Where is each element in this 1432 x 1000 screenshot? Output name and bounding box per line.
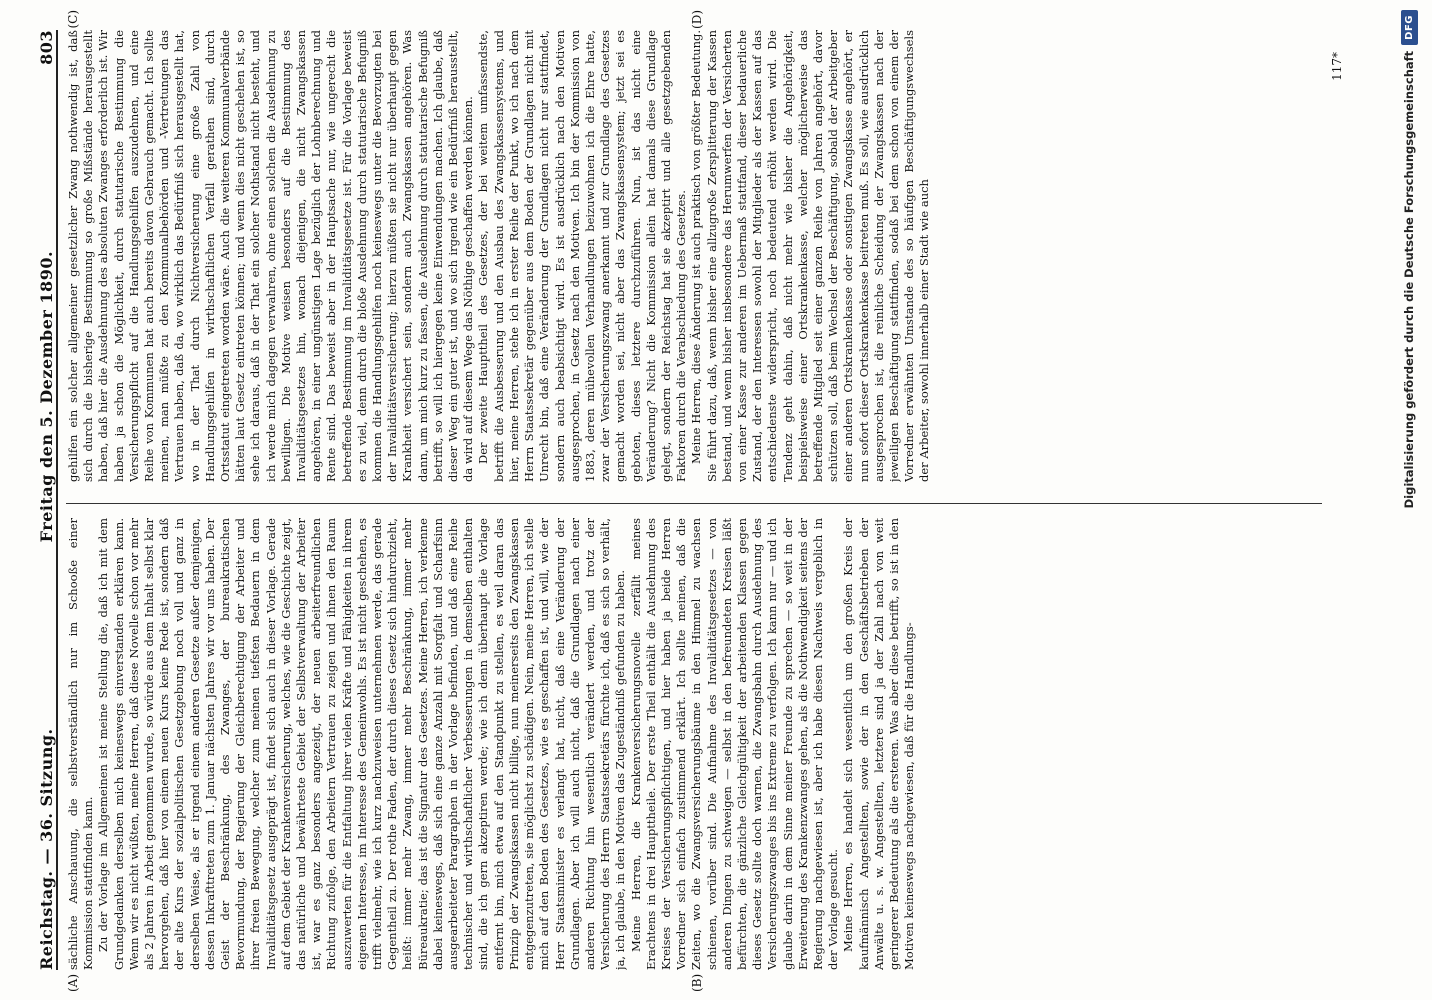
paragraph: Meine Herren, diese Änderung ist auch praktisch von größter Bedeutung. Sie führt dazu, daß, wenn bisher eine allzugroße Zersplitterung der Kassen bestand, und wenn bisher insbesondere das Herumwerfen der Versicherten von einer Kasse zur anderen im Uebermaß stattfand, dieser bedauerliche Zustand, der den Interessen sowohl der Mitglieder als der Kassen auf das entschiedenste widerspricht, noch bedeutend erhöht werden wird. Die Tendenz geht dahin, daß nicht mehr wie bisher die Angehörigkeit, beispielsweise einer Ortskrankenkasse, welcher möglicherweise das betreffende Mitglied seit einer ganzen Reihe von Jahren angehört, davor schützen soll, daß beim Wechsel der Beschäftigung, sobald der Arbeitgeber einer anderen Ortskrankenkasse oder sonstigen Zwangskasse angehört, er nun sofort dieser Ortskrankenkasse beitreten muß. Es soll, wie ausdrücklich ausgesprochen ist, die reinliche Scheidung der Zwangskassen nach der jeweiligen Beschäftigung stattfinden, sodaß bei dem schon von einem der Vorredner erwähnten Umstande des so häufigen Beschäftigungswechsels der Arbeiter, sowohl innerhalb einer Stadt wie auch [689, 30, 932, 482]
margin-mark-d: (D) [690, 10, 704, 29]
digitization-credit: Digitalisierung gefördert durch die Deutsche Forschungsgemeinschaft [1402, 50, 1416, 509]
page-header [22, 30, 58, 970]
paragraph: Zu der Vorlage im Allgemeinen ist meine Stellung die, daß ich mit dem Grundgedanken derselben mich keineswegs einverstanden erklären kann. Wenn wir es nicht wüßten, meine Herren, daß diese Novelle schon vor mehr als 2 Jahren in Arbeit genommen wurde, so würde aus dem Inhalt selbst klar hervorgehen, daß hier von einem neuen Kurs keine Rede ist, sondern daß der alte Kurs der sozialpolitischen Gesetzgebung noch voll und ganz in derselben Weise, als er irgend einem anderen Gesetze außer demjenigen, dessen Inkrafttreten zum 1. Januar nächsten Jahres wir vor uns haben. Der Geist der Beschränkung, des Zwanges, der bureaukratischen Bevormundung, der Regierung der Gleichberechtigung der Arbeiter und ihrer freien Bewegung, welcher zum meinen tiefsten Bedauern in dem Invaliditätsgesetz ausgeprägt ist, findet sich auch in dieser Vorlage. Gerade auf dem Gebiet der Krankenversicherung, welches, wie die Geschichte zeigt, das natürliche und bewährteste Gebiet der Selbstverwaltung der Arbeiter ist, war es ganz besonders angezeigt, der neuen arbeiterfreundlichen Richtung zufolge, den Arbeitern Vertrauen zu zeigen und ihnen den Raum auszuwerten für die Entfaltung ihrer vielen Kräfte und Fähigkeiten in ihrem eigenen Interesse, im Interesse des Gemeinwohls. Es ist nicht geschehen, es trifft vielmehr, wie ich kurz nachzuweisen unternehmen werde, das gerade Gegentheil zu. Der rothe Faden, der durch dieses Gesetz sich hindurchzieht, heißt: immer mehr Zwang, immer mehr Beschränkung, immer mehr Büreaukratie; das ist die Signatur des Gesetzes. Meine Herren, ich verkenne dabei keineswegs, daß sich eine ganze Anzahl mit Sorgfalt und Scharfsinn ausgearbeiteter Paragraphen in der Vorlage befinden, und daß eine Reihe technischer und wirthschaftlicher Verbesserungen in demselben enthalten sind, die ich gern akzeptiren werde; wie ich denn überhaupt die Vorlage entfernt bin, mich etwa auf den Standpunkt zu stellen, es weil daran das Prinzip der Zwangskassen nicht billige, nun meinerseits den Zwangskassen entgegenzutreten, sie möglichst zu schädigen. Nein, meine Herren, ich stelle mich auf den Boden des Gesetzes, wie es geschaffen ist, und will, wie der Herr Staatsminister es verlangt hat, nicht, daß eine Veränderung der Grundlagen. Aber ich will auch nicht, daß die Grundlagen nach einer anderen Richtung hin wesentlich verändert werden, und trotz der Versicherung des Herrn Staatssekretärs fürchte ich, daß es sich so verhält, ja, ich glaube, in den Motiven das Zugeständniß gefunden zu haben. [96, 518, 628, 970]
right-column [66, 30, 1322, 482]
margin-mark-a: (A) [66, 973, 80, 992]
paragraph: Meine Herren, es handelt sich wesentlich um den großen Kreis der kaufmännisch Angestellten, sowie der in den Geschäftsbetrieben der Anwälte u. s. w. Angestellten, letztere sind ja der Zahl nach von weit geringerer Bedeutung als die ersteren. Was aber diese betrifft, so ist in den Motiven keineswegs nachgewiesen, daß für die Handlungs- [841, 518, 917, 970]
header-date: Freitag den 5. Dezember 1890. [37, 250, 56, 543]
margin-mark-b: (B) [690, 973, 704, 992]
paragraph: sächliche Anschauung, die selbstverständlich nur im Schooße einer Kommission stattfinden kann. [66, 518, 96, 970]
page-number: 803 [37, 30, 56, 65]
digitization-stamp [1394, 0, 1424, 1000]
dfg-logo: DFG [1401, 10, 1418, 45]
paragraph: Meine Herren, die Krankenversicherungsnovelle zerfällt meines Erachtens in drei Haupttheile. Der erste Theil enthält die Ausdehnung des Kreises der Versicherungspflichtigen, und hier haben ja beide Herren Vorredner sich einfach zustimmend erklärt. Ich sollte meinen, daß die Zeiten, wo die Zwangsversicherungsbäume in den Himmel zu wachsen schienen, vorüber sind. Die Aufnahme des Invaliditätsgesetzes — von anderen Dingen zu schweigen — selbst in den befreundeten Kreisen läßt befürchten, die gänzliche Gleichgültigkeit der arbeitenden Klassen gegen dieses Gesetz sollte doch warnen, die Zwangsbahn durch Ausdehnung des Versicherungszwanges bis ins Extreme zu verfolgen. Ich kann nur — und ich glaube darin in dem Sinne meiner Freunde zu sprechen — so weit in der Erweiterung des Krankenzwanges gehen, als die Nothwendigkeit seitens der Regierung nachgewiesen ist, aber ich habe diesen Nachweis vergeblich in der Vorlage gesucht. [628, 518, 841, 970]
column-divider [66, 503, 1322, 504]
left-column [66, 518, 1322, 970]
paragraph: Der zweite Haupttheil des Gesetzes, der bei weitem umfassendste, betrifft die Ausbesserung und den Ausbau des Zwangskassensystems, und hier, meine Herren, stehe ich in erster Reihe der Punkt, wo ich nach dem Herrn Staatssekretär gegenüber aus dem Boden der Grundlagen nicht mit Unrecht bin, daß eine Veränderung der Grundlagen nicht nur stattfindet, sondern auch beabsichtigt wird. Es ist ausdrücklich nach den Motiven ausgesprochen, in Gesetz nach den Motiven. Ich bin der Kommission von 1883, deren mühevollen Verhandlungen beizuwohnen ich die Ehre hatte, zwar der Versicherungszwang anerkannt und zur Grundlage des Gesetzes gemacht worden sei, nicht aber das Zwangskassensystem; jetzt sei es geboten, dieses letztere durchzuführen. Nun, ist das nicht eine Veränderung? Nicht die Kommission allein hat damals diese Grundlage gelegt, sondern der Reichstag hat sie akzeptirt und alle gesetzgebenden Faktoren durch die Verabschiedung des Gesetzes. [476, 30, 689, 482]
margin-mark-c: (C) [66, 10, 80, 29]
header-left: Reichstag. — 36. Sitzung. [37, 728, 56, 970]
paragraph: gehilfen ein solcher allgemeiner gesetzlicher Zwang nothwendig ist, daß sich durch die bisherige Bestimmung so große Mißstände herausgestellt haben, daß hier die Ausdehnung des absoluten Zwanges erforderlich ist. Wir haben ja schon die Möglichkeit, durch statutarische Bestimmung die Versicherungspflicht auf die Handlungsgehilfen auszudehnen, und eine Reihe von Kommunen hat auch bereits davon Gebrauch gemacht. Ich sollte meinen, man müßte zu den Kommunalbehörden und -Vertretungen das Vertrauen haben, daß da, wo wirklich das Bedürfniß sich herausgestellt hat, wo in der That durch Nichtversicherung eine große Zahl von Handlungsgehilfen in wirthschaftlichen Verfall gerathen sind, durch Ortsstatut eingetreten worden wäre. Auch die weiteren Kommunalverbände hätten laut Gesetz eintreten können; und wenn dies nicht geschehen ist, so sehe ich daraus, daß in der That ein solcher Nothstand nicht besteht, und ich werde mich dagegen verwahren, ohne einen solchen die Ausdehnung zu bewilligen. Die Motive weisen besonders auf die Bestimmung des Invaliditätsgesetzes hin, wonach diejenigen, die nicht Zwangskassen angehören, in einer ungünstigen Lage bezüglich der Lohnberechnung und Rente sind. Das beweist aber in der Hauptsache nur, wie ungerecht die betreffende Bestimmung im Invaliditätsgesetze ist. Für die Vorlage beweist es zu viel, denn durch die bloße Ausdehnung durch statutarische Befugniß kommen die Handlungsgehilfen noch keineswegs unter die Bevorzugten bei der Invaliditätsversicherung; hierzu müßten sie nicht nur überhaupt gegen Krankheit versichert sein, sondern auch Zwangskassen angehören. Was dann, um mich kurz zu fassen, die Ausdehnung durch statutarische Befugniß betrifft, so will ich hiergegen keine Einwendungen machen. Ich glaube, daß dieser Weg ein guter ist, und wo sich irgend wie ein Bedürfniß herausstellt, da wird auf diesem Wege das Nöthige geschaffen werden können. [66, 30, 476, 482]
signature-mark: 117* [1330, 52, 1344, 81]
